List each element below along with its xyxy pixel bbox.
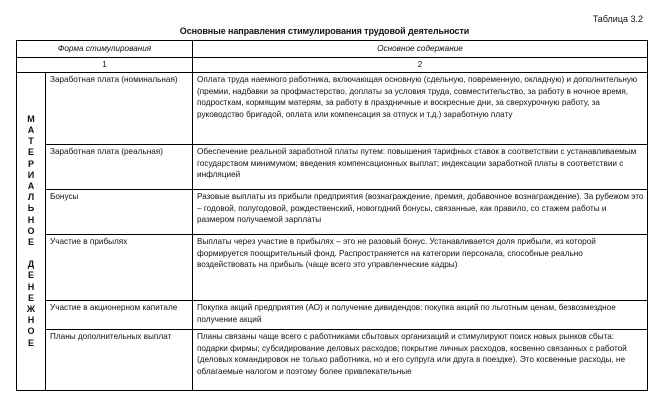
group-label-vertical	[27, 114, 35, 349]
group-label-cell	[17, 73, 46, 391]
group-label-letter: Е	[27, 292, 34, 303]
group-label-letter: Е	[27, 270, 34, 281]
group-label-letter: Е	[27, 237, 34, 248]
form-cell: Заработная плата (реальная)	[46, 145, 193, 190]
group-label-letter: Т	[28, 136, 34, 147]
group-label-letter: Н	[27, 214, 35, 225]
table-number: Таблица 3.2	[592, 14, 643, 24]
table-row	[17, 235, 648, 301]
group-label-letter: Ь	[27, 203, 35, 214]
content-cell: Покупка акций предприятия (АО) и получение дивидендов: покупка акций по льготным ценам, безвозмездное получение акций	[193, 301, 648, 330]
table-row	[17, 73, 648, 145]
form-cell: Планы дополнительных выплат	[46, 330, 193, 391]
content-cell: Обеспечение реальной заработной платы путем: повышения тарифных ставок в соответствии с устанавливаемым государством минимумом; введения компенсационных выплат; индексации заработной платы в соответствии с инфляцией	[193, 145, 648, 190]
table-row	[17, 330, 648, 391]
group-label-letter: Р	[27, 158, 34, 169]
group-label-letter: Л	[27, 192, 35, 203]
content-cell: Планы связаны чаще всего с работниками сбытовых организаций и стимулируют поиск новых рынков сбыта: подарки фирмы; субсидирование деловых расходов; покрытие личных расходов, косвенно связанных с работой (деловых командировок не только работника, но и его супруга или друга в поездке). Это косвенные расходы, не облагаемые налогом и поэтому более привлекательные	[193, 330, 648, 391]
form-cell: Участие в акционерном капитале	[46, 301, 193, 330]
group-label-letter: Д	[27, 259, 35, 270]
group-label-letter: Ж	[26, 304, 36, 315]
header-row	[17, 41, 648, 58]
form-column-number: 1	[17, 58, 193, 73]
group-label-letter: О	[27, 326, 35, 337]
group-label-letter: Н	[27, 315, 35, 326]
content-cell: Оплата труда наемного работника, включающая основную (сдельную, повременную, окладную) и дополнительную (премии, надбавки за профмастерство, доплаты за условия труда, совместительство, за работу в ночное время, подросткам, кормящим матерям, за работу в праздничные и воскресные дни, за сверхурочную работу, за руководство бригадой, оплата или компенсация за отпуск и т.д.) заработную плату	[193, 73, 648, 145]
table-row	[17, 301, 648, 330]
content-cell: Разовые выплаты из прибыли предприятия (вознаграждение, премия, добавочное вознаграждение). За рубежом это – годовой, полугодовой, рождественский, новогодний бонусы, связанные, как правило, со стажем работы и размером получаемой зарплаты	[193, 190, 648, 235]
content-column-header: Основное содержание	[193, 41, 648, 58]
group-label-letter: М	[27, 113, 35, 124]
content-cell: Выплаты через участие в прибылях – это не разовый бонус. Устанавливается доля прибыли, из которой формируется поощрительный фонд. Распространяется на категории персонала, способные реально воздействовать на прибыль (чаще всего это управленческие кадры)	[193, 235, 648, 301]
group-label-letter: О	[27, 225, 35, 236]
table-title: Основные направления стимулирования трудовой деятельности	[179, 26, 470, 36]
column-number-row	[17, 58, 648, 73]
content-column-number: 2	[193, 58, 648, 73]
table-row	[17, 145, 648, 190]
form-column-header: Форма стимулирования	[17, 41, 193, 58]
table-row	[17, 190, 648, 235]
group-label-letter: А	[27, 181, 35, 192]
group-label-letter: Е	[27, 337, 34, 348]
group-label-letter: Н	[27, 281, 35, 292]
stimulation-table	[16, 40, 648, 391]
group-label-letter	[27, 248, 35, 259]
form-cell: Заработная плата (номинальная)	[46, 73, 193, 145]
form-cell: Участие в прибылях	[46, 235, 193, 301]
group-label-letter: А	[27, 125, 35, 136]
form-cell: Бонусы	[46, 190, 193, 235]
group-label-letter: И	[27, 169, 35, 180]
group-label-letter: Е	[27, 147, 34, 158]
